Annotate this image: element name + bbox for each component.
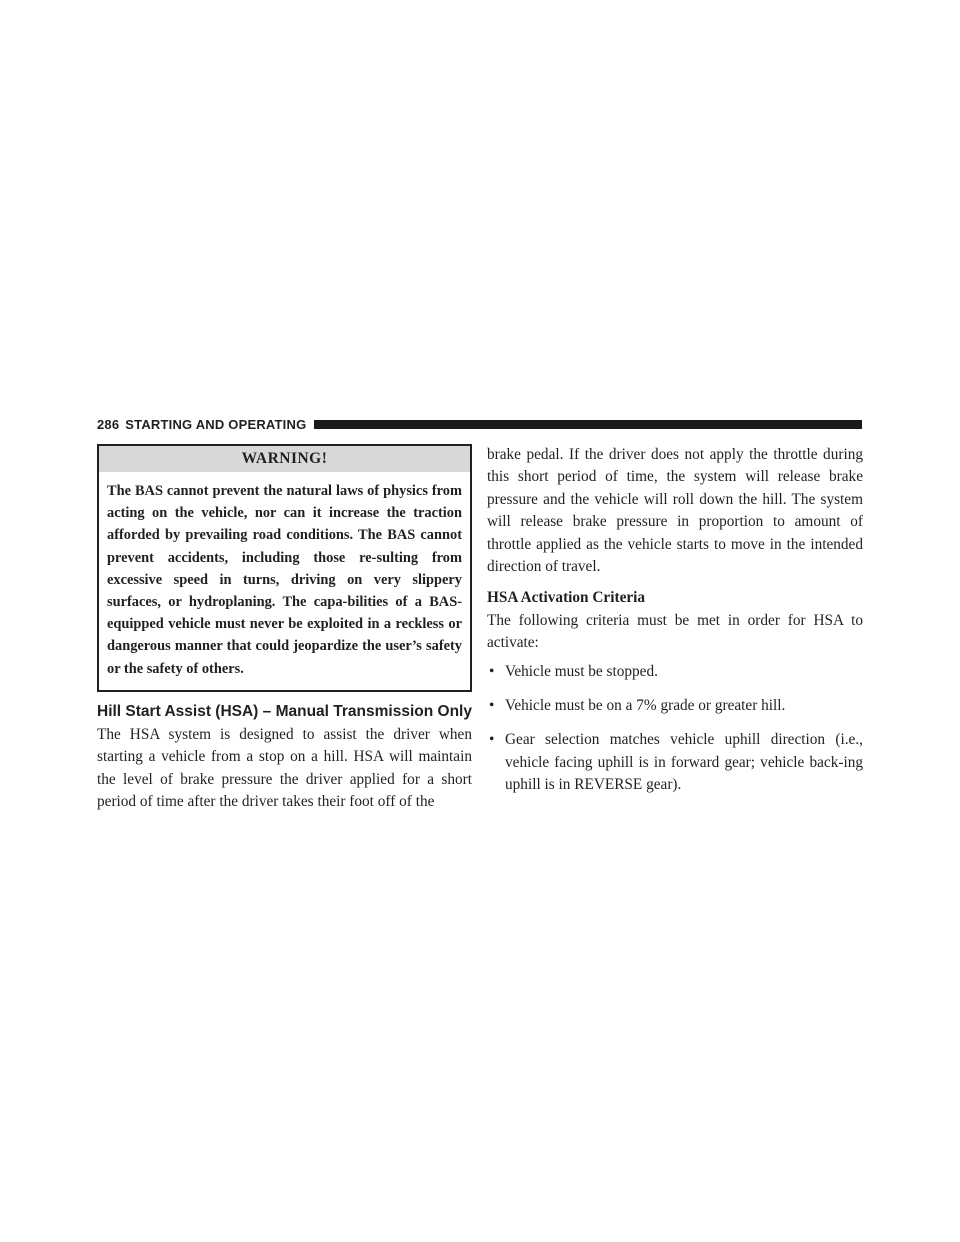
right-column: [487, 444, 863, 809]
criteria-text: Gear selection matches vehicle uphill direction (i.e., vehicle facing uphill is in forward gear; vehicle back-ing uphill is in REVERSE gear).: [505, 731, 863, 794]
list-item: [487, 661, 863, 683]
left-column: [97, 444, 472, 813]
criteria-list: [487, 661, 863, 797]
criteria-text: Vehicle must be on a 7% grade or greater hill.: [505, 697, 786, 715]
header-rule: [314, 420, 862, 429]
warning-box: [97, 444, 472, 692]
bullet-mark: •: [489, 697, 495, 715]
page-header: [97, 416, 862, 432]
bullet-mark: •: [489, 731, 495, 749]
hsa-paragraph-part1: The HSA system is designed to assist the driver when starting a vehicle from a stop on a hill. HSA will maintain the level of brake pressure the driver applied for a short period of time after the driver takes their foot off of the: [97, 725, 472, 811]
activation-heading: HSA Activation Criteria: [487, 589, 646, 607]
hsa-paragraph-part2: brake pedal. If the driver does not apply the throttle during this short period of time, the system will release brake pressure and the vehicle will roll down the hill. The system will release brake pressure in proportion to amount of throttle applied as the vehicle starts to move in the intended direction of travel.: [487, 446, 863, 576]
activation-intro: The following criteria must be met in order for HSA to activate:: [487, 611, 863, 652]
hsa-heading: Hill Start Assist (HSA) – Manual Transmission Only: [97, 702, 472, 720]
list-item: [487, 729, 863, 796]
bullet-mark: •: [489, 662, 495, 680]
warning-title: WARNING!: [99, 446, 470, 472]
criteria-text: Vehicle must be stopped.: [505, 662, 658, 680]
list-item: [487, 695, 863, 717]
warning-text: The BAS cannot prevent the natural laws of physics from acting on the vehicle, nor can it increase the traction afforded by prevailing road conditions. The BAS cannot prevent accidents, including those re-sulting from excessive speed in turns, driving on very slippery surfaces, or hydroplaning. The capa-bilities of a BAS-equipped vehicle must never be exploited in a reckless or dangerous manner that could jeopardize the user’s safety or the safety of others.: [107, 483, 462, 677]
section-title: STARTING AND OPERATING: [125, 416, 307, 432]
page-number: 286: [97, 416, 120, 432]
